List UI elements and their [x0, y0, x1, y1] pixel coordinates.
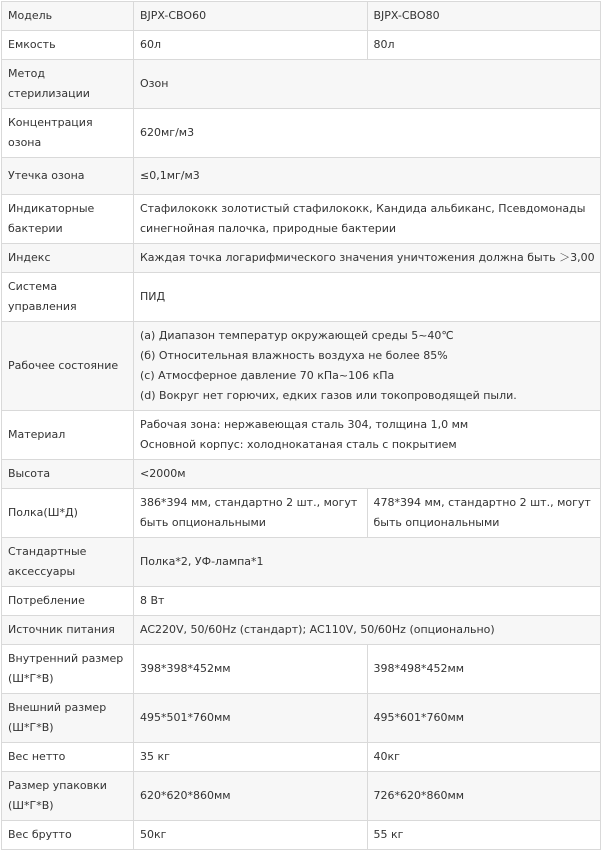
cell-value: 386*394 мм, стандартно 2 шт., могут быть опциональными	[134, 489, 368, 538]
cell-value	[134, 411, 601, 460]
condition-line: (б) Относительная влажность воздуха не более 85%	[140, 349, 448, 362]
table-row	[2, 60, 601, 109]
cell-value: 50кг	[134, 821, 368, 850]
cell-value	[134, 322, 601, 411]
row-label: Размер упаковки (Ш*Г*В)	[2, 772, 134, 821]
condition-line: (с) Атмосферное давление 70 кПа~106 кПа	[140, 369, 395, 382]
row-label: Индекс	[2, 244, 134, 273]
table-row	[2, 743, 601, 772]
table-row	[2, 31, 601, 60]
cell-value: ПИД	[134, 273, 601, 322]
row-label: Индикаторные бактерии	[2, 195, 134, 244]
spec-table	[1, 1, 601, 850]
cell-value: 726*620*860мм	[367, 772, 601, 821]
condition-line: (d) Вокруг нет горючих, едких газов или токопроводящей пыли.	[140, 389, 517, 402]
table-row	[2, 821, 601, 850]
row-label: Высота	[2, 460, 134, 489]
table-row	[2, 460, 601, 489]
table-row	[2, 538, 601, 587]
row-label: Рабочее состояние	[2, 322, 134, 411]
row-label: Утечка озона	[2, 158, 134, 195]
row-label: Внешний размер (Ш*Г*В)	[2, 694, 134, 743]
cell-value: 495*501*760мм	[134, 694, 368, 743]
row-label: Модель	[2, 2, 134, 31]
table-row	[2, 587, 601, 616]
cell-value: 55 кг	[367, 821, 601, 850]
cell-value: 620*620*860мм	[134, 772, 368, 821]
cell-value: 8 Вт	[134, 587, 601, 616]
row-label: Емкость	[2, 31, 134, 60]
table-row	[2, 772, 601, 821]
row-label: Стандартные аксессуары	[2, 538, 134, 587]
table-row	[2, 244, 601, 273]
cell-value: 80л	[367, 31, 601, 60]
cell-value: Каждая точка логарифмического значения уничтожения должна быть ＞3,00	[134, 244, 601, 273]
cell-value: 60л	[134, 31, 368, 60]
cell-value: 398*398*452мм	[134, 645, 368, 694]
cell-value: BJPX-CBO80	[367, 2, 601, 31]
row-label: Источник питания	[2, 616, 134, 645]
cell-value: 398*498*452мм	[367, 645, 601, 694]
table-row	[2, 158, 601, 195]
cell-value: BJPX-CBO60	[134, 2, 368, 31]
row-label: Потребление	[2, 587, 134, 616]
cell-value: Озон	[134, 60, 601, 109]
cell-value: Стафилококк золотистый стафилококк, Кандида альбиканс, Псевдомонады синегнойная палочка, природные бактерии	[134, 195, 601, 244]
table-row	[2, 273, 601, 322]
material-line: Рабочая зона: нержавеющая сталь 304, толщина 1,0 мм	[140, 418, 469, 431]
table-row	[2, 489, 601, 538]
row-label: Материал	[2, 411, 134, 460]
table-row	[2, 616, 601, 645]
table-row	[2, 195, 601, 244]
cell-value: 495*601*760мм	[367, 694, 601, 743]
cell-value: 478*394 мм, стандартно 2 шт., могут быть опциональными	[367, 489, 601, 538]
cell-value: 620мг/м3	[134, 109, 601, 158]
row-label: Внутренний размер (Ш*Г*В)	[2, 645, 134, 694]
material-line: Основной корпус: холоднокатаная сталь с покрытием	[140, 438, 457, 451]
table-row	[2, 322, 601, 411]
row-label: Вес нетто	[2, 743, 134, 772]
row-label: Концентрация озона	[2, 109, 134, 158]
cell-value: 35 кг	[134, 743, 368, 772]
row-label: Метод стерилизации	[2, 60, 134, 109]
cell-value: Полка*2, УФ-лампа*1	[134, 538, 601, 587]
cell-value: ≤0,1мг/м3	[134, 158, 601, 195]
table-row	[2, 411, 601, 460]
cell-value: 40кг	[367, 743, 601, 772]
table-row	[2, 694, 601, 743]
condition-line: (а) Диапазон температур окружающей среды 5~40℃	[140, 329, 454, 342]
cell-value: AC220V, 50/60Hz (стандарт); AC110V, 50/60Hz (опционально)	[134, 616, 601, 645]
table-row	[2, 645, 601, 694]
row-label: Система управления	[2, 273, 134, 322]
table-row	[2, 2, 601, 31]
cell-value: <2000м	[134, 460, 601, 489]
row-label: Полка(Ш*Д)	[2, 489, 134, 538]
table-row	[2, 109, 601, 158]
row-label: Вес брутто	[2, 821, 134, 850]
